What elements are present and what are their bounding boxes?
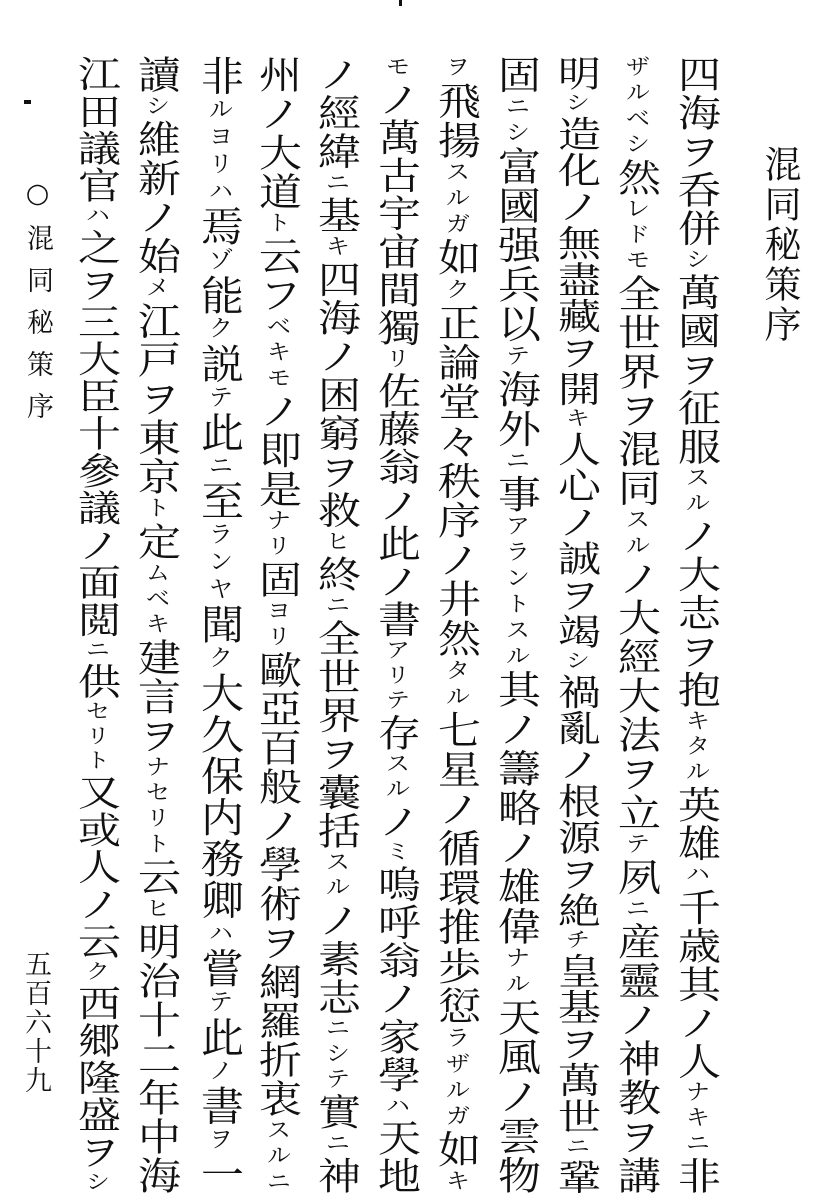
text-run: 焉 [194,205,244,247]
text-run: ノ [671,516,721,555]
text-run: 聞 [194,603,244,645]
text-run: 固 [491,55,541,95]
kana-run: ゾ [205,246,234,275]
text-column [551,55,601,1195]
text-column [431,55,481,1195]
kana-run: キタル [682,709,711,786]
text-run: 大久保内務卿 [194,672,244,921]
text-run: ノ [611,559,661,598]
kana-run: スル [382,751,411,803]
text-run: 西郷隆盛ヲ [71,984,121,1171]
kana-run: アラントスル [502,513,531,670]
kana-run: チ [562,928,591,953]
text-run: 非 [671,1156,721,1195]
text-run: 如 [431,1129,481,1170]
text-run: 産靈ノ神教ヲ講 [611,922,661,1195]
text-run: 夙 [611,857,661,897]
text-run: 全世界ヲ囊括 [311,618,361,851]
text-column [491,55,541,1195]
kana-run: ニ [562,1134,591,1159]
text-run: 供 [71,662,121,700]
text-run: 之ヲ三大臣十參議ノ面閲 [71,228,121,639]
kana-run: ルヨリハ [205,96,234,206]
print-mark-dash [24,100,31,104]
kana-run: ハ [205,920,234,948]
text-column [671,55,721,1195]
text-column [611,55,661,1195]
text-run: 嘗 [194,947,244,990]
text-run: 説 [194,342,244,385]
text-run: 全世界ヲ混同 [611,273,661,508]
text-run: 萬國ヲ征服 [671,273,721,466]
text-column [131,55,181,1195]
running-head: ○混同秘策序 [22,178,53,434]
kana-run: モ [382,55,411,81]
kana-run: ト [142,496,171,522]
text-run: 海外 [491,369,541,449]
kana-run: シ [562,91,591,116]
text-run: 維新ノ始 [131,119,181,276]
text-run: 此 [194,411,244,453]
kana-run: シ [82,1170,111,1195]
text-run: 佐藤翁ノ此ノ書 [371,371,421,639]
text-run: 然 [611,157,661,197]
kana-run: セリト [82,699,111,774]
text-run: 江田議官 [71,55,121,204]
text-run: 云フ [252,236,302,315]
kana-run: ナキニ [682,1080,711,1157]
kana-run: ク [205,315,234,343]
kana-run: ニ [622,896,651,923]
kana-run: テ [622,831,651,858]
kana-run: タル [442,658,471,711]
text-run: 四海ヲ呑併 [671,55,721,248]
text-column [371,55,421,1195]
kana-run: ハ [682,862,711,888]
text-column [194,55,244,1195]
kana-run: スル [682,465,711,517]
text-column [311,55,361,1195]
text-run: ノ [311,900,361,940]
text-run: 大志ヲ抱 [671,554,721,710]
text-run: 經緯 [311,93,361,171]
text-run: 固 [252,559,302,599]
text-run: 四海ノ困窮ヲ救 [311,259,361,530]
kana-run: ニ [502,448,531,475]
kana-run: ランヤ [205,521,234,604]
kana-run: スル [622,507,651,560]
kana-run: キ [322,234,351,260]
text-column [71,55,121,1195]
kana-run: アリテ [382,638,411,714]
kana-run: リ [382,346,411,372]
kana-run: ハ [382,1093,411,1119]
text-run: 富國强兵以 [491,146,541,344]
text-run: 飛揚 [431,80,481,160]
kana-run: ノ [205,1057,234,1085]
text-run: 萬古宇宙間獨 [371,118,421,347]
kana-run: ク [205,644,234,673]
kana-run: ムベキ [142,560,171,638]
text-run: 如 [431,237,481,278]
kana-run: ニ [322,170,351,196]
text-run: ノ [311,55,361,94]
kana-run: ヒ [322,529,351,555]
text-run: ノ [371,802,421,841]
text-run: ノ [371,80,421,119]
kana-run: ヲ [442,55,471,81]
text-run: 明 [551,55,601,92]
kana-run: メ [142,275,171,302]
text-run: 州ノ大道 [252,55,302,211]
kana-run: キ [562,406,591,431]
text-run: 歐亞百般ノ學術ヲ網羅折衷 [252,650,302,1118]
text-run: 建言ヲ [131,637,181,755]
text-run: 能 [194,274,244,316]
text-run: 禍亂ノ根源ヲ絶 [551,673,601,929]
text-run: 天地 [371,1118,421,1195]
kana-run: ニシテ [322,1016,351,1093]
kana-run: シ [142,93,171,120]
text-run: 天風ノ雲物 [491,997,541,1195]
text-run: 千歳其ノ人 [671,887,721,1081]
text-run: 此 [194,1016,244,1058]
text-run: 鞏 [551,1158,601,1195]
kana-run: ク [442,277,471,304]
kana-run: ハ [82,203,111,229]
kana-run: スルニ [263,1117,292,1195]
kana-run: シ [682,247,711,274]
kana-run: ベキモ [263,314,292,392]
page-title: 混同秘策序 [758,145,801,345]
text-run: 素志 [311,939,361,1017]
text-run: 大經大法ヲ立 [611,597,661,832]
kana-run: レドモ [622,196,651,274]
page-number: 五百六十九 [20,950,51,1095]
kana-run: ニ [82,638,111,663]
text-run: 讀 [131,55,181,94]
print-mark-top [399,0,402,6]
kana-run: ナリ [263,508,292,560]
text-run: 嗚呼翁ノ家學 [371,865,421,1094]
text-run: ノ [252,391,302,431]
kana-run: ヒ [142,896,171,923]
kana-run: テ [205,384,234,412]
text-run: 皇基ヲ萬世 [551,952,601,1135]
kana-run: テ [205,989,234,1017]
kana-run: キ [442,1169,471,1195]
text-run: 基 [311,195,361,235]
text-run: 人心ノ誠ヲ竭 [551,430,601,650]
text-run: 明治十二年中海 [131,922,181,1195]
kana-run: テ [502,343,531,370]
kana-run: ト [263,210,292,237]
text-run: 神 [311,1156,361,1195]
text-run: 終 [311,554,361,594]
text-run: 江戸ヲ東京 [131,301,181,497]
kana-run: ラザルガ [442,1025,471,1130]
kana-run: ミ [382,840,411,866]
kana-run: ニシ [502,94,531,147]
kana-run: ク [82,959,111,985]
text-column [252,55,302,1195]
text-run: 非 [194,55,244,97]
text-run: 至 [194,480,244,522]
text-run: 正論堂々秩序ノ井然 [431,303,481,659]
text-run: 即是 [252,430,302,509]
kana-run: スル [322,850,351,901]
text-run: 定 [131,521,181,561]
text-run: 書 [194,1084,244,1127]
text-run: 又或人ノ云 [71,773,121,960]
text-run: 英雄 [671,785,721,863]
kana-run: シ [562,649,591,674]
kana-run: ナル [502,945,531,998]
kana-run: ザルベシ [622,55,651,158]
text-run: 七星ノ循環推歩愆 [431,710,481,1026]
kana-run: スルガ [442,159,471,238]
kana-run: ナセリト [142,754,171,858]
text-run: 造化ノ無盡藏ヲ開 [551,115,601,407]
kana-run: ニ [322,593,351,619]
text-run: 事 [491,474,541,514]
kana-run: ニ [322,1131,351,1157]
text-run: 一 [194,1153,244,1195]
text-run: 云 [131,857,181,897]
kana-run: ヨリ [263,598,292,651]
text-run: 存 [371,713,421,752]
kana-run: ヲ [205,1126,234,1154]
kana-run: ニ [205,452,234,481]
text-run: 實 [311,1092,361,1132]
text-run: 其ノ籌略ノ雄偉 [491,669,541,946]
